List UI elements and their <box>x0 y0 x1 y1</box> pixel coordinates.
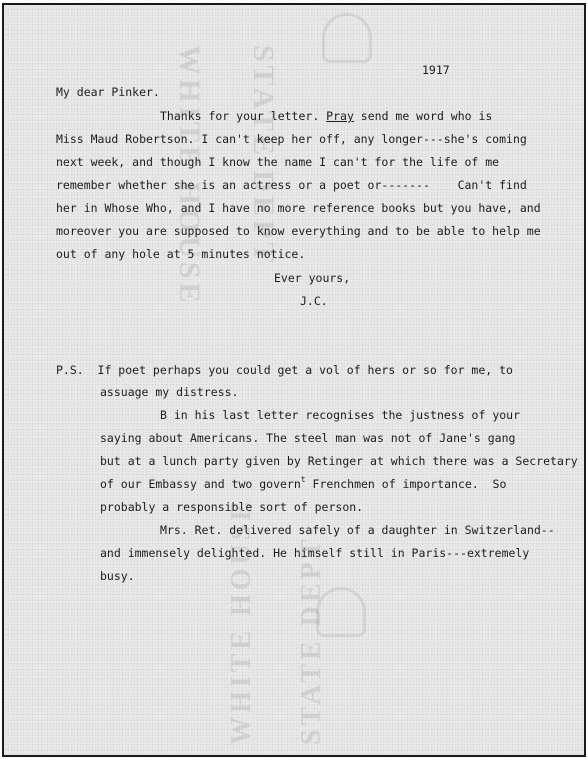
postscript-line: of our Embassy and two govern$^t$ Frenchmen of importance. So <box>100 475 507 491</box>
postscript-line: saying about Americans. The steel man was not of Jane's gang <box>100 431 516 445</box>
postscript-line: and immensely delighted. He himself still in Paris---extremely <box>100 546 530 560</box>
postscript-line: but at a lunch party given by Retinger at which there was a Secretary <box>100 454 578 468</box>
watermark-stamp: STATE DEPT <box>296 535 327 745</box>
closing: Ever yours, <box>274 271 351 285</box>
body-line: her in Whose Who, and I have no more reference books but you have, and <box>56 201 541 215</box>
postscript-line: assuage my distress. <box>100 385 239 399</box>
body-line: Miss Maud Robertson. I can't keep her off, any longer---she's coming <box>56 132 527 146</box>
superscript: t <box>300 475 306 484</box>
salutation: My dear Pinker. <box>56 85 160 99</box>
postscript-line: Mrs. Ret. delivered safely of a daughter in Switzerland-- <box>160 523 555 537</box>
body-line: out of any hole at 5 minutes notice. <box>56 247 306 261</box>
body-line: moreover you are supposed to know everything and to be able to help me <box>56 224 541 238</box>
postscript-line: P.S. If poet perhaps you could get a vol of hers or so for me, to <box>56 363 513 377</box>
watermark-stamp: STATE DEPT <box>247 45 280 267</box>
body-line: remember whether she is an actress or a poet or------- Can't find <box>56 178 527 192</box>
watermark-stamp: WHITE HOUSE <box>226 497 257 745</box>
body-line: next week, and though I know the name I can't for the life of me <box>56 155 500 169</box>
seal-watermark-icon <box>322 13 372 63</box>
postscript-line: probably a responsible sort of person. <box>100 500 364 514</box>
signature: J.C. <box>300 294 328 308</box>
underlined-word: Pray <box>326 109 354 123</box>
watermark-stamp: WHITE HOUSE <box>173 45 206 307</box>
seal-watermark-icon <box>316 587 366 637</box>
postscript-line: B in his last letter recognises the justness of your <box>160 408 521 422</box>
postscript-line: busy. <box>100 569 135 583</box>
body-line: Thanks for your letter. Pray send me word who is <box>160 109 493 123</box>
letter-page <box>2 3 586 757</box>
letter-year: 1917 <box>422 63 450 77</box>
